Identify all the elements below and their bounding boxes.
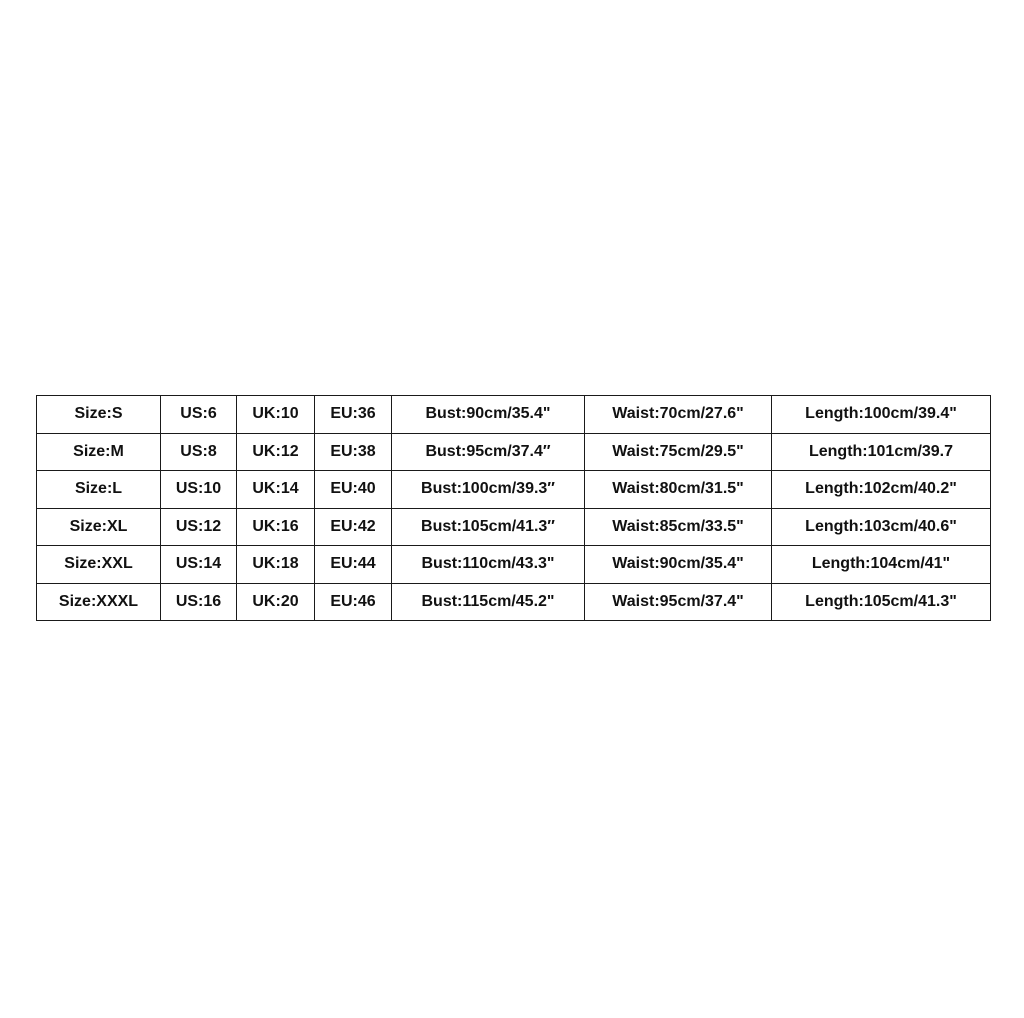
table-row [37,508,991,546]
table-row [37,583,991,621]
uk-size-cell: UK:14 [237,471,315,509]
uk-size-cell: UK:20 [237,583,315,621]
eu-size-cell: EU:46 [315,583,392,621]
size-cell: Size:L [37,471,161,509]
us-size-cell: US:8 [161,433,237,471]
bust-cell: Bust:105cm/41.3″ [392,508,585,546]
bust-cell: Bust:110cm/43.3" [392,546,585,584]
waist-cell: Waist:75cm/29.5" [585,433,772,471]
table-row [37,396,991,434]
length-cell: Length:104cm/41" [772,546,991,584]
eu-size-cell: EU:38 [315,433,392,471]
waist-cell: Waist:95cm/37.4" [585,583,772,621]
table-row [37,433,991,471]
waist-cell: Waist:90cm/35.4" [585,546,772,584]
bust-cell: Bust:95cm/37.4″ [392,433,585,471]
size-cell: Size:XXL [37,546,161,584]
eu-size-cell: EU:44 [315,546,392,584]
uk-size-cell: UK:10 [237,396,315,434]
size-cell: Size:XXXL [37,583,161,621]
size-cell: Size:XL [37,508,161,546]
uk-size-cell: UK:16 [237,508,315,546]
length-cell: Length:102cm/40.2" [772,471,991,509]
uk-size-cell: UK:18 [237,546,315,584]
waist-cell: Waist:85cm/33.5" [585,508,772,546]
length-cell: Length:101cm/39.7 [772,433,991,471]
table-row [37,546,991,584]
us-size-cell: US:12 [161,508,237,546]
bust-cell: Bust:115cm/45.2" [392,583,585,621]
size-cell: Size:M [37,433,161,471]
us-size-cell: US:6 [161,396,237,434]
us-size-cell: US:14 [161,546,237,584]
size-cell: Size:S [37,396,161,434]
waist-cell: Waist:70cm/27.6" [585,396,772,434]
eu-size-cell: EU:42 [315,508,392,546]
bust-cell: Bust:100cm/39.3″ [392,471,585,509]
uk-size-cell: UK:12 [237,433,315,471]
length-cell: Length:105cm/41.3" [772,583,991,621]
table-row [37,471,991,509]
bust-cell: Bust:90cm/35.4" [392,396,585,434]
length-cell: Length:103cm/40.6" [772,508,991,546]
size-chart-table [36,395,991,621]
eu-size-cell: EU:36 [315,396,392,434]
us-size-cell: US:10 [161,471,237,509]
length-cell: Length:100cm/39.4" [772,396,991,434]
us-size-cell: US:16 [161,583,237,621]
waist-cell: Waist:80cm/31.5" [585,471,772,509]
eu-size-cell: EU:40 [315,471,392,509]
